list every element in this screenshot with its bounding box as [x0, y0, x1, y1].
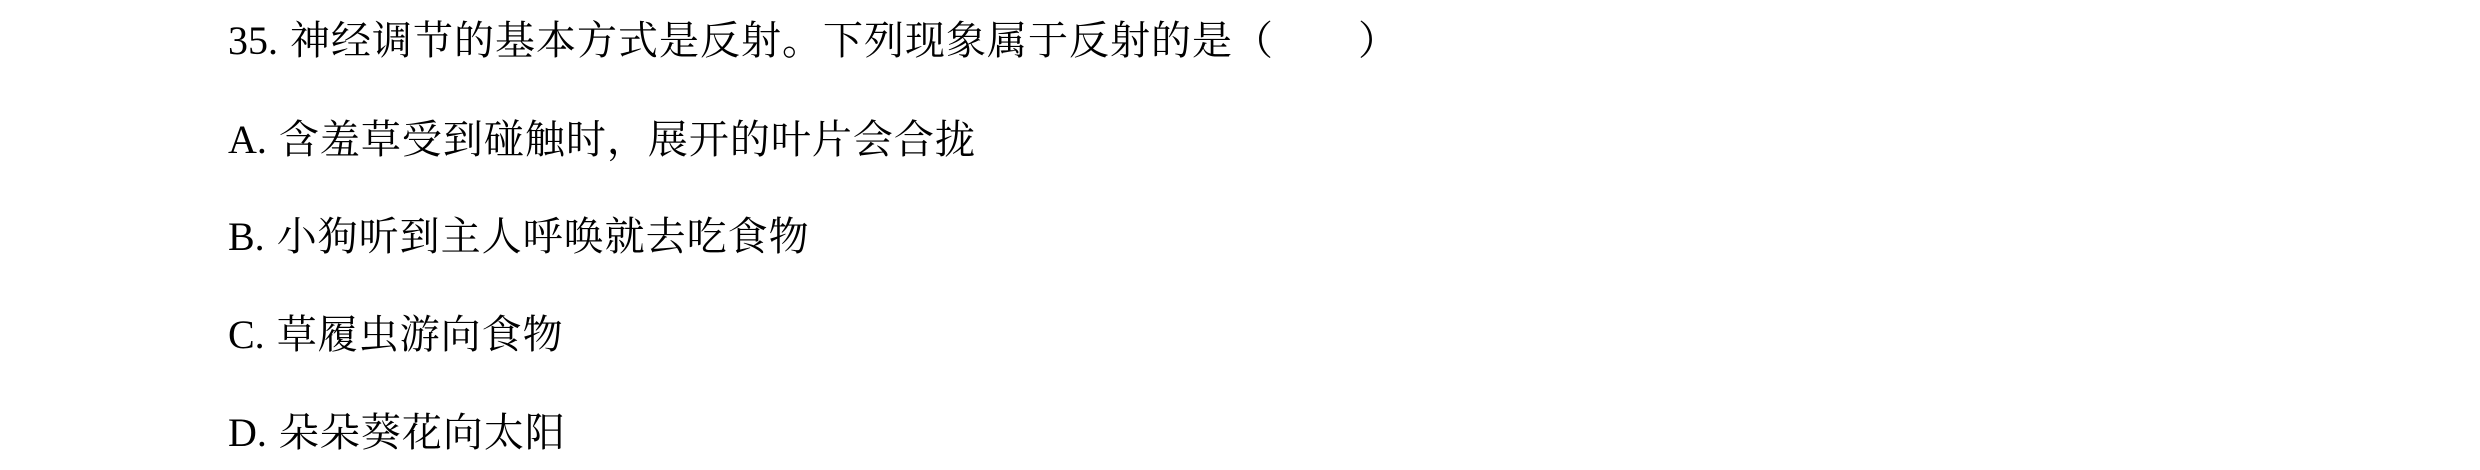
option-a-letter: A.	[228, 117, 267, 162]
option-b-letter: B.	[228, 214, 265, 259]
option-b-text: 小狗听到主人呼唤就去吃食物	[276, 214, 810, 260]
question-stem	[228, 16, 1399, 66]
question-text	[290, 16, 1399, 66]
option-a	[228, 115, 976, 165]
option-c-letter: C.	[228, 312, 265, 357]
option-c	[228, 310, 564, 360]
option-a-text: 含羞草受到碰触时，展开的叶片会合拢	[278, 117, 976, 163]
option-c-text: 草履虫游向食物	[276, 312, 564, 358]
option-d-text: 朵朵葵花向太阳	[278, 410, 566, 456]
option-d	[228, 408, 566, 458]
question-number: 35.	[228, 18, 278, 63]
option-b	[228, 212, 810, 262]
question-text-close: ）	[1358, 18, 1399, 64]
option-d-letter: D.	[228, 410, 267, 455]
question-text-main: 神经调节的基本方式是反射。下列现象属于反射的是（	[290, 18, 1274, 64]
